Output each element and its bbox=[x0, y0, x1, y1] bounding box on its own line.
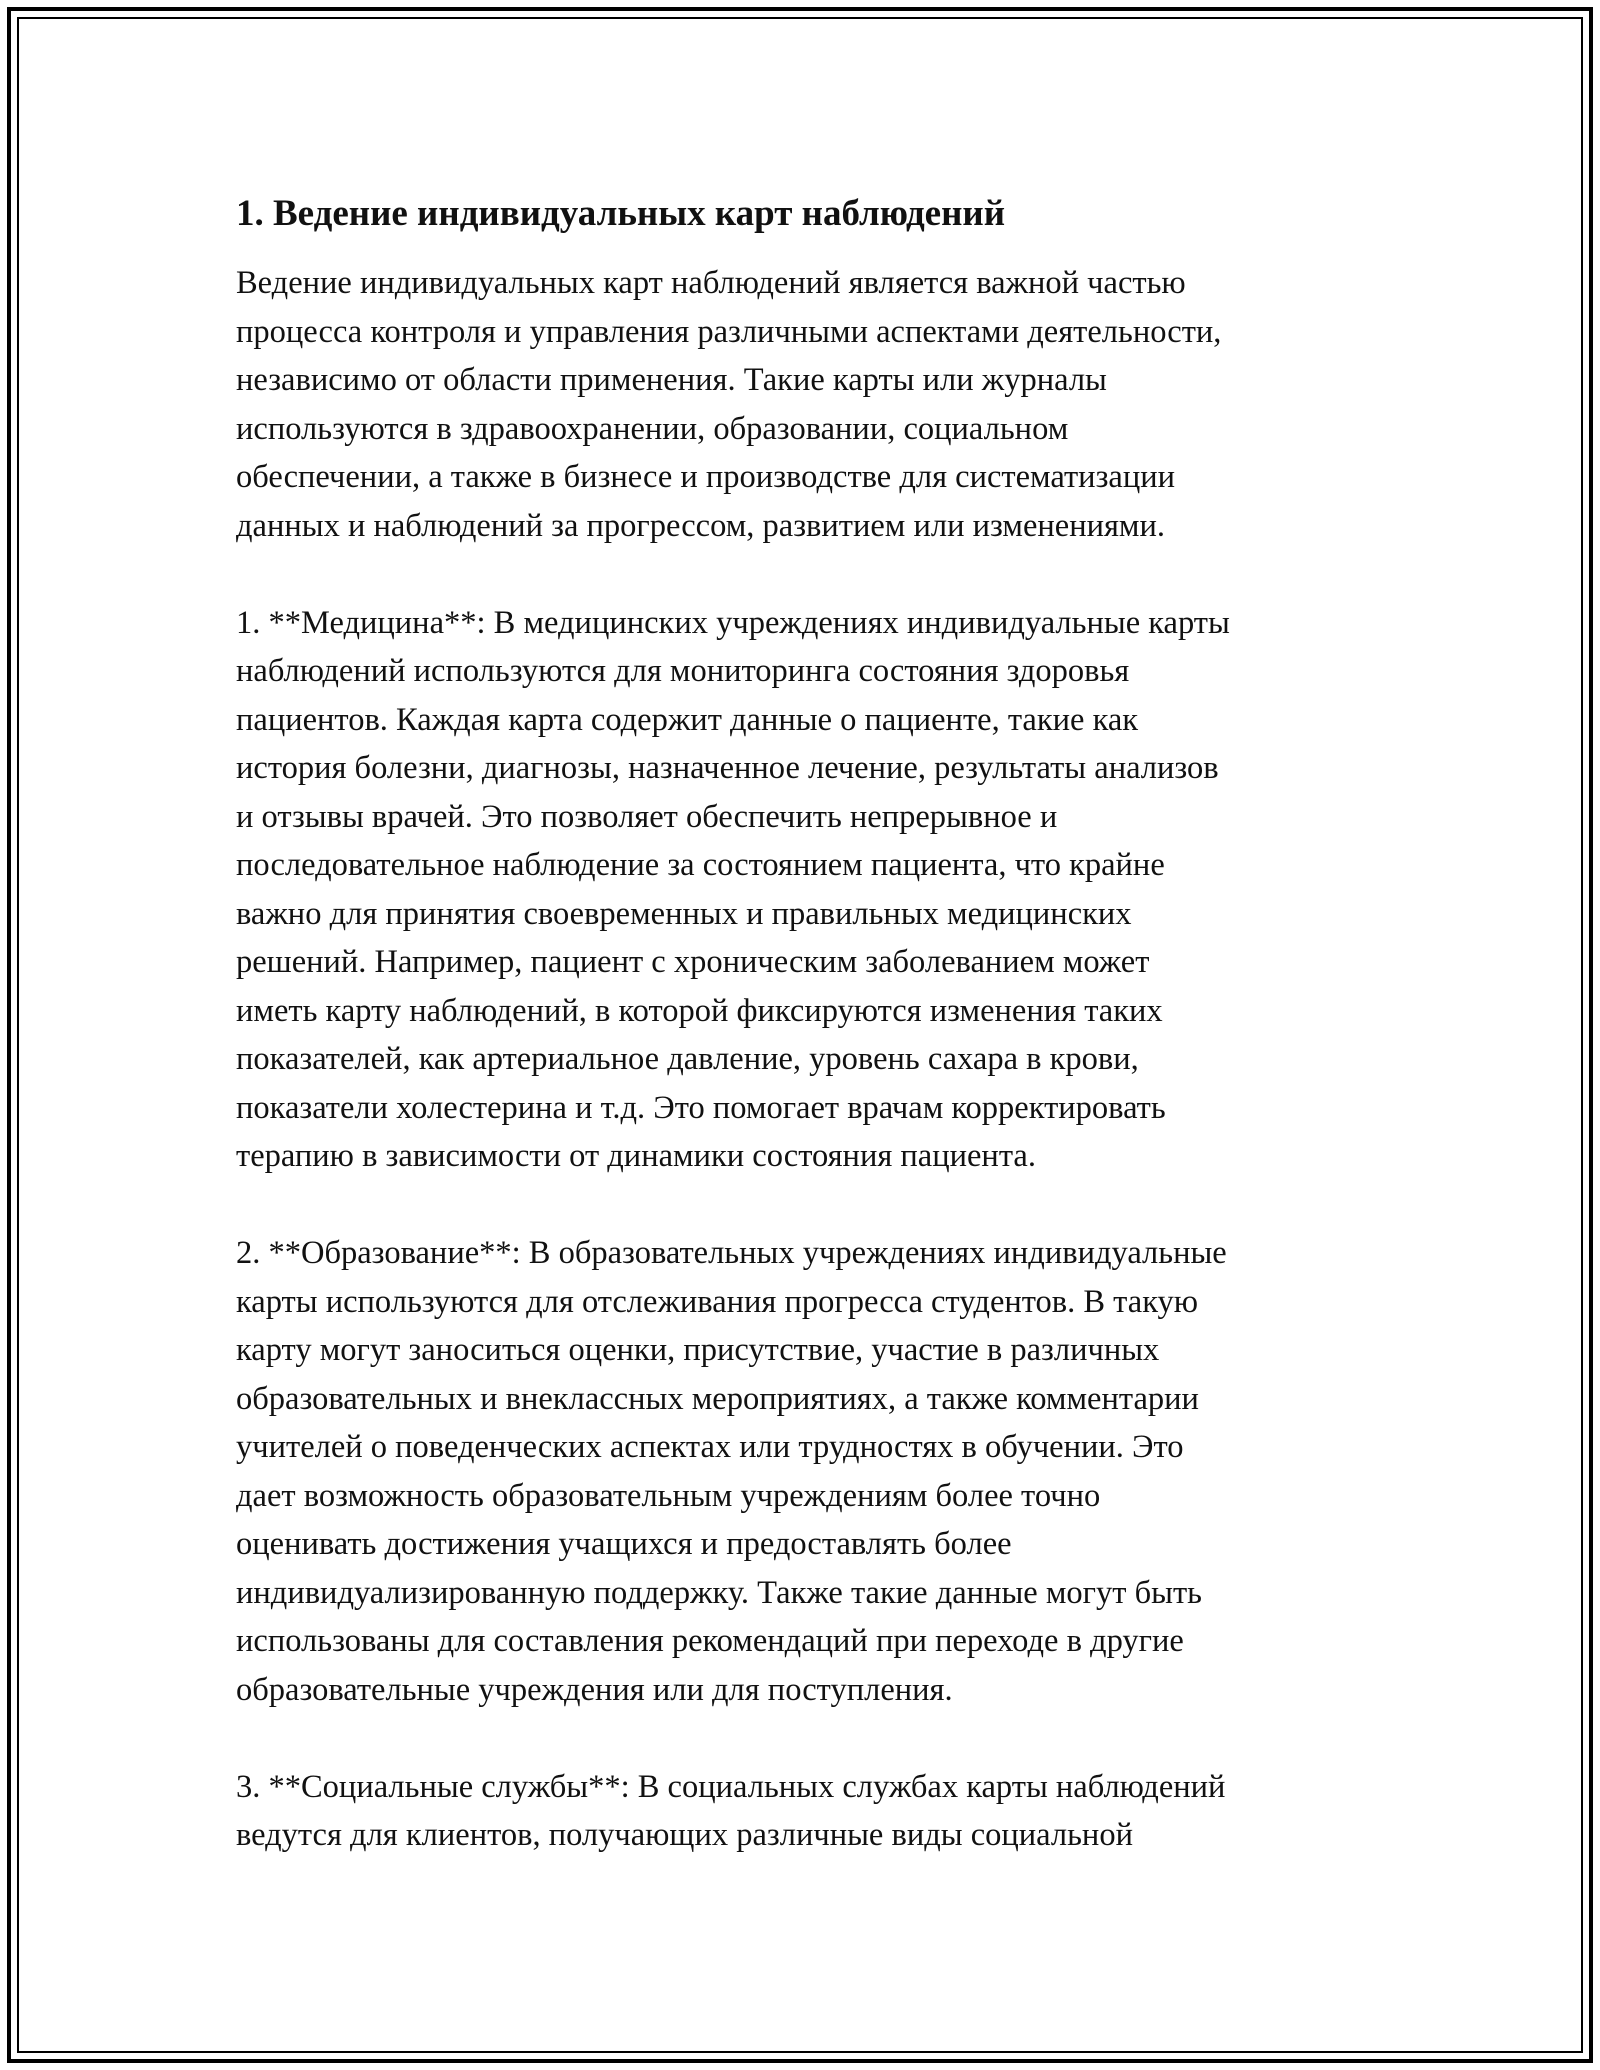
text-line: и отзывы врачей. Это позволяет обеспечить непрерывное и bbox=[236, 798, 1058, 835]
text-line: использованы для составления рекомендаций при переходе в другие bbox=[236, 1623, 1184, 1659]
text-line: индивидуализированную поддержку. Также такие данные могут быть bbox=[236, 1574, 1202, 1611]
text-line: обеспечении, а также в бизнесе и производстве для систематизации bbox=[236, 459, 1176, 495]
education-paragraph bbox=[236, 1229, 1386, 1714]
text-line: 1. **Медицина**: В медицинских учреждениях индивидуальные карты bbox=[236, 604, 1230, 641]
text-line: Ведение индивидуальных карт наблюдений является важной частью bbox=[236, 265, 1186, 301]
text-line: образовательных и внеклассных мероприятиях, а также комментарии bbox=[236, 1380, 1199, 1417]
text-line: используются в здравоохранении, образовании, социальном bbox=[236, 410, 1069, 447]
text-line: дает возможность образовательным учреждениям более точно bbox=[236, 1477, 1101, 1514]
text-line: процесса контроля и управления различными аспектами деятельности, bbox=[236, 313, 1222, 350]
text-line: ведутся для клиентов, получающих различные виды социальной bbox=[236, 1817, 1133, 1853]
section-heading: 1. Ведение индивидуальных карт наблюдений bbox=[236, 193, 1006, 234]
text-line: карты используются для отслеживания прогресса студентов. В такую bbox=[236, 1283, 1199, 1320]
text-line: показатели холестерина и т.д. Это помогает врачам корректировать bbox=[236, 1089, 1166, 1126]
text-line: 2. **Образование**: В образовательных учреждениях индивидуальные bbox=[236, 1235, 1227, 1271]
text-line: последовательное наблюдение за состоянием пациента, что крайне bbox=[236, 847, 1165, 883]
social-services-paragraph bbox=[236, 1763, 1386, 1860]
text-line: данных и наблюдений за прогрессом, развитием или изменениями. bbox=[236, 507, 1166, 544]
text-line: наблюдений используются для мониторинга состояния здоровья bbox=[236, 653, 1130, 689]
text-line: терапию в зависимости от динамики состояния пациента. bbox=[236, 1138, 1036, 1174]
text-line: история болезни, диагнозы, назначенное лечение, результаты анализов bbox=[236, 750, 1219, 786]
text-line: пациентов. Каждая карта содержит данные о пациенте, такие как bbox=[236, 701, 1139, 738]
text-line: 3. **Социальные службы**: В социальных службах карты наблюдений bbox=[236, 1768, 1226, 1805]
text-line: иметь карту наблюдений, в которой фиксируются изменения таких bbox=[236, 992, 1163, 1029]
text-line: учителей о поведенческих аспектах или трудностях в обучении. Это bbox=[236, 1429, 1184, 1465]
text-line: карту могут заноситься оценки, присутствие, участие в различных bbox=[236, 1332, 1160, 1368]
text-line: образовательные учреждения или для поступления. bbox=[236, 1671, 953, 1708]
intro-paragraph bbox=[236, 259, 1386, 550]
text-line: независимо от области применения. Такие карты или журналы bbox=[236, 362, 1107, 398]
text-line: решений. Например, пациент с хроническим заболеванием может bbox=[236, 944, 1150, 980]
document-body bbox=[236, 190, 1386, 1908]
text-line: оценивать достижения учащихся и предоставлять более bbox=[236, 1526, 1012, 1562]
text-line: важно для принятия своевременных и правильных медицинских bbox=[236, 895, 1132, 932]
text-line: показателей, как артериальное давление, уровень сахара в крови, bbox=[236, 1041, 1139, 1077]
medicine-paragraph bbox=[236, 599, 1386, 1181]
